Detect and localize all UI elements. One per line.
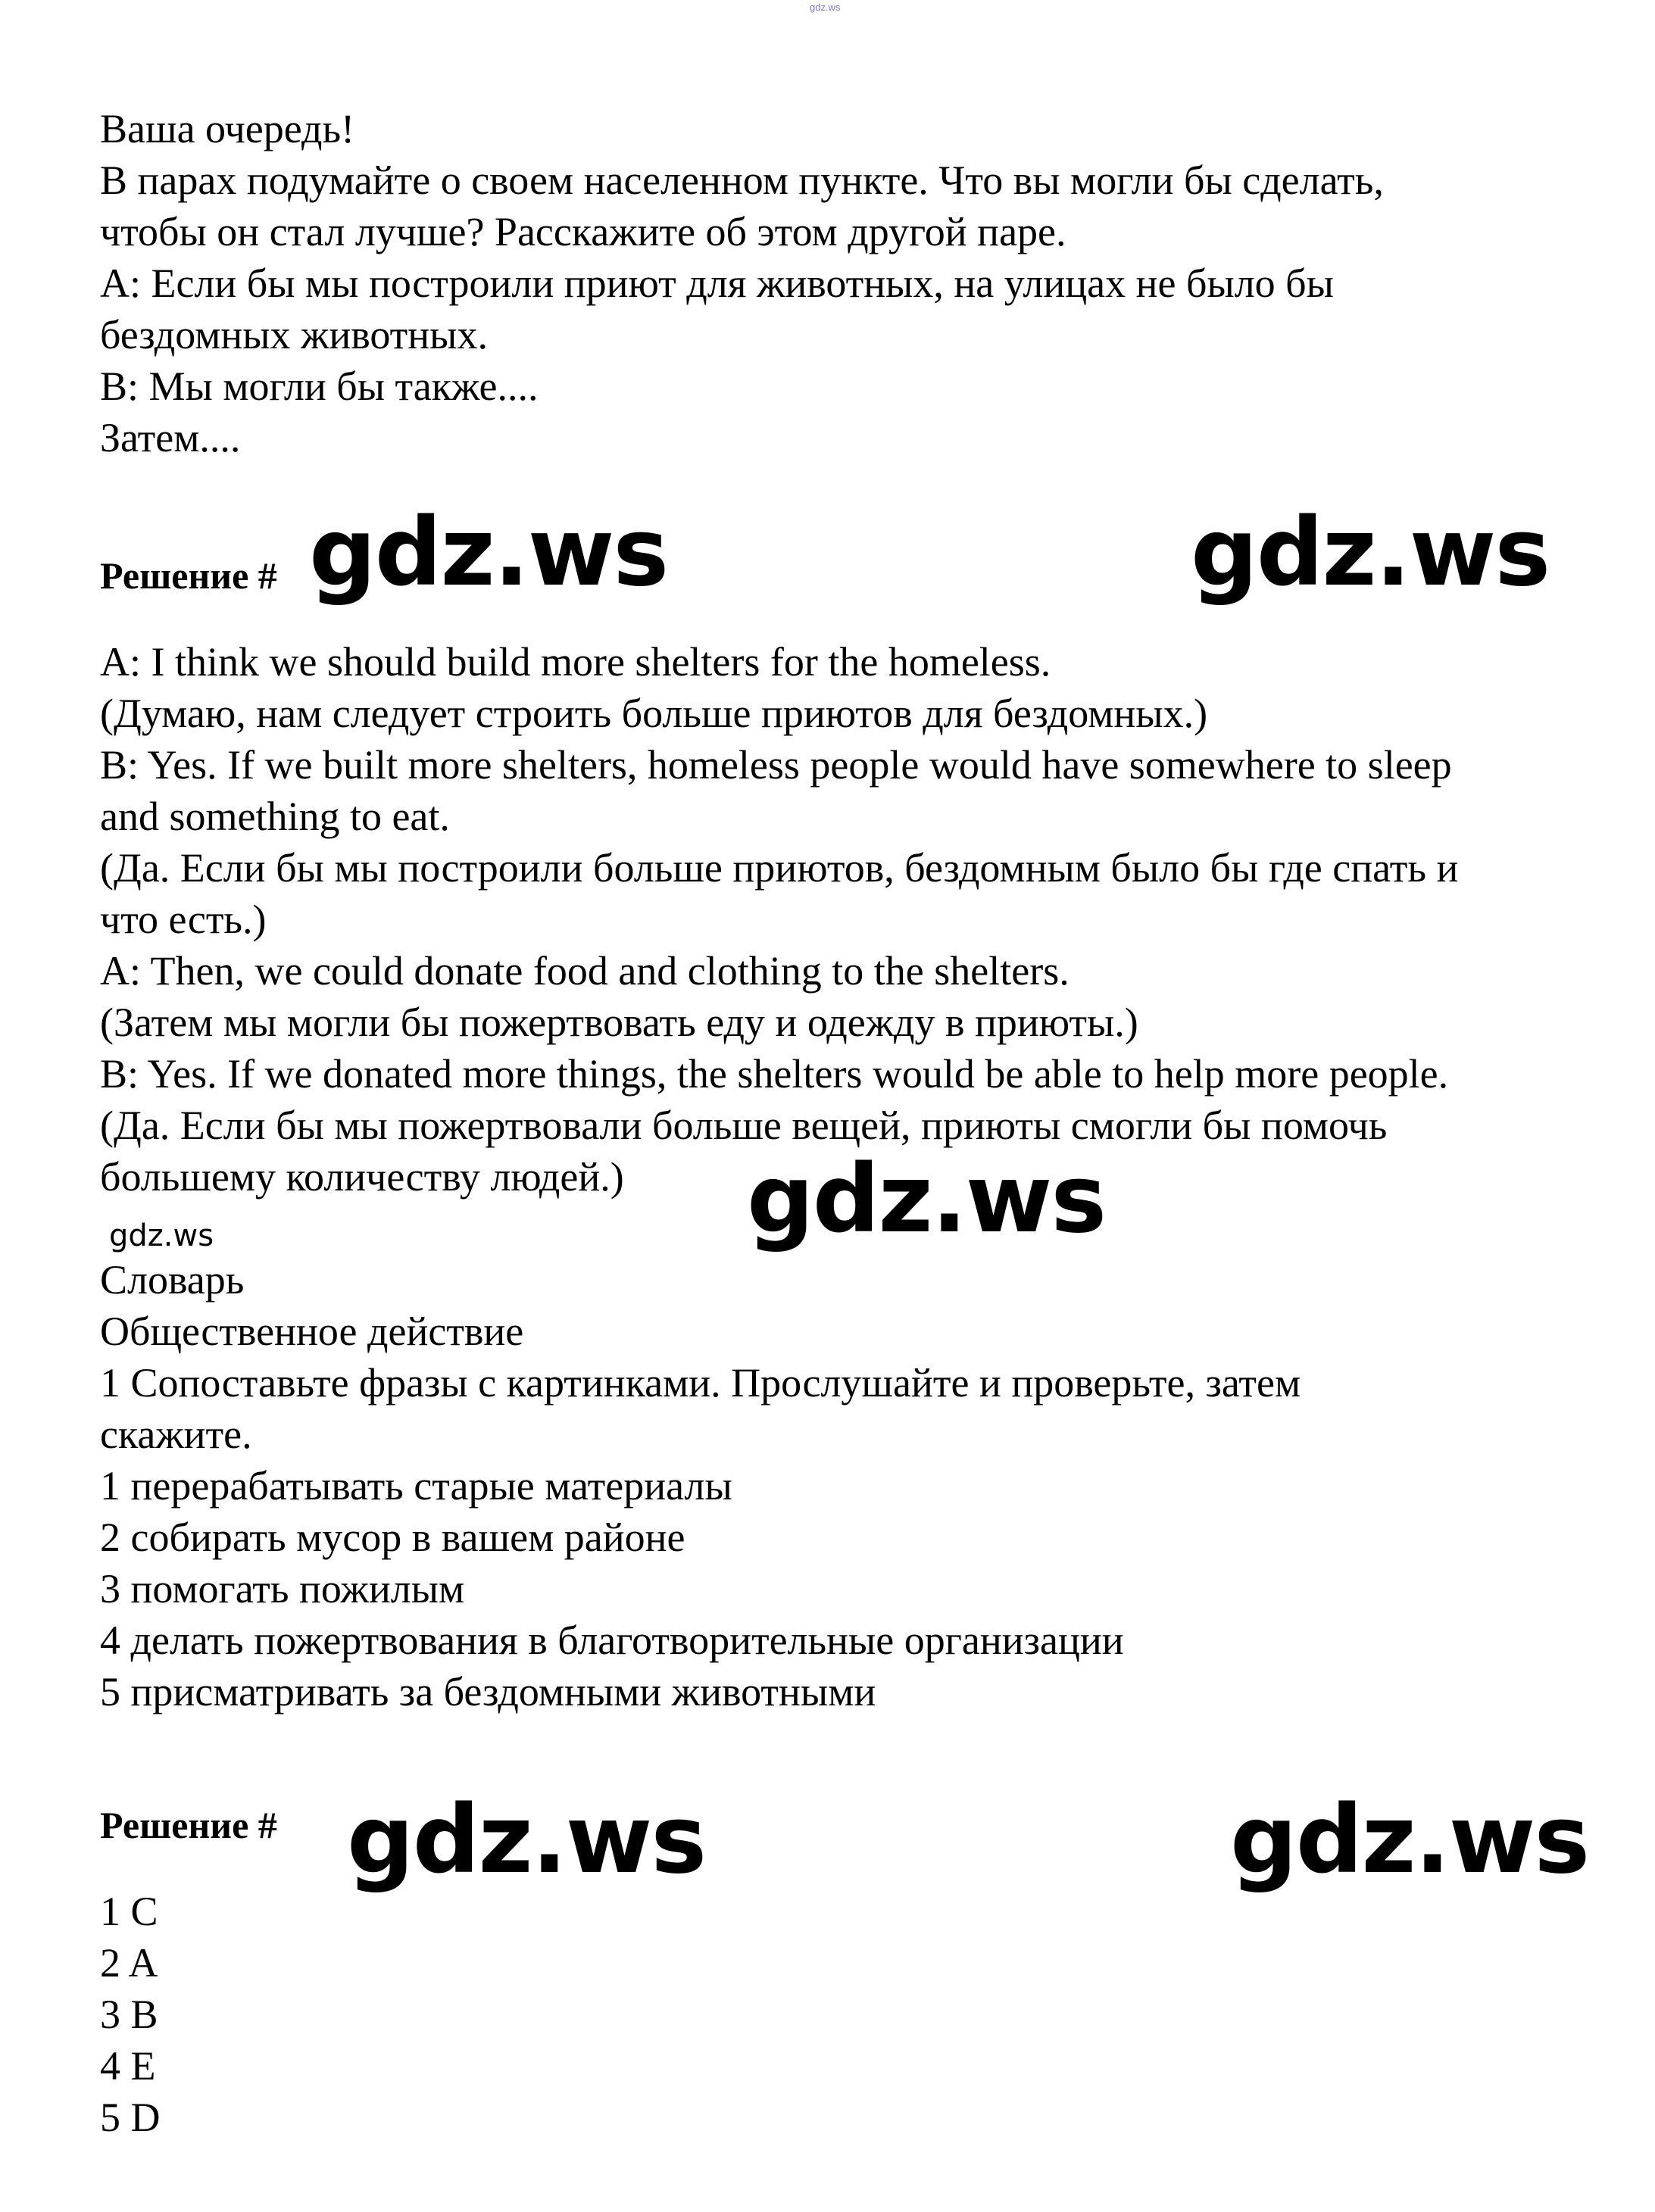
dialogue-line: (Да. Если бы мы пожертвовали больше вещей, приюты смогли бы помочь	[100, 1103, 1388, 1148]
dialogue-line: A: Then, we could donate food and clothing to the shelters.	[100, 948, 1070, 994]
dialogue-line: (Думаю, нам следует строить больше приютов для бездомных.)	[100, 691, 1208, 736]
watermark-logo: gdz.ws	[347, 1786, 706, 1895]
top-watermark: gdz.ws	[810, 2, 841, 13]
dialogue-line: большему количеству людей.)	[100, 1154, 624, 1200]
watermark-logo: gdz.ws	[1230, 1786, 1589, 1895]
task-line: B: Мы могли бы также....	[100, 363, 539, 409]
vocab-item: 4 делать пожертвования в благотворительные организации	[100, 1618, 1124, 1663]
vocab-item: 5 присматривать за бездомными животными	[100, 1669, 876, 1714]
dialogue-line: что есть.)	[100, 897, 267, 942]
answer-item: 1 C	[100, 1889, 158, 1934]
task-line: A: Если бы мы построили приют для животных, на улицах не было бы	[100, 261, 1334, 306]
vocab-item: 1 перерабатывать старые материалы	[100, 1463, 732, 1508]
watermark-logo: gdz.ws	[747, 1145, 1106, 1254]
solution-heading: Решение #	[100, 554, 277, 597]
dialogue-line: B: Yes. If we built more shelters, homeless people would have somewhere to sleep	[100, 742, 1452, 788]
watermark-logo: gdz.ws	[309, 498, 668, 607]
task-line: Затем....	[100, 415, 241, 460]
dialogue-line: (Затем мы могли бы пожертвовать еду и одежду в приюты.)	[100, 1000, 1138, 1045]
answer-item: 4 E	[100, 2043, 156, 2089]
answer-item: 3 B	[100, 1992, 158, 2037]
dialogue-line: B: Yes. If we donated more things, the shelters would be able to help more people.	[100, 1051, 1449, 1097]
dialogue-line: (Да. Если бы мы построили больше приютов, бездомным было бы где спать и	[100, 845, 1459, 891]
dialogue-line: A: I think we should build more shelters for the homeless.	[100, 639, 1051, 685]
answer-item: 2 A	[100, 1940, 158, 1986]
vocab-title: Словарь	[100, 1257, 245, 1303]
dialogue-line: and something to eat.	[100, 794, 450, 839]
watermark-logo: gdz.ws	[1191, 498, 1550, 607]
task-line: бездомных животных.	[100, 312, 488, 357]
solution-heading: Решение #	[100, 1804, 277, 1846]
vocab-task-line: 1 Сопоставьте фразы с картинками. Прослушайте и проверьте, затем	[100, 1360, 1301, 1406]
vocab-item: 3 помогать пожилым	[100, 1566, 465, 1611]
task-title: Ваша очередь!	[100, 106, 355, 151]
task-line: чтобы он стал лучше? Расскажите об этом другой паре.	[100, 209, 1066, 254]
watermark-small: gdz.ws	[109, 1218, 214, 1253]
task-line: В парах подумайте о своем населенном пункте. Что вы могли бы сделать,	[100, 158, 1384, 203]
vocab-task-line: скажите.	[100, 1412, 252, 1457]
answer-item: 5 D	[100, 2095, 161, 2140]
vocab-item: 2 собирать мусор в вашем районе	[100, 1515, 685, 1560]
vocab-subtitle: Общественное действие	[100, 1309, 524, 1354]
